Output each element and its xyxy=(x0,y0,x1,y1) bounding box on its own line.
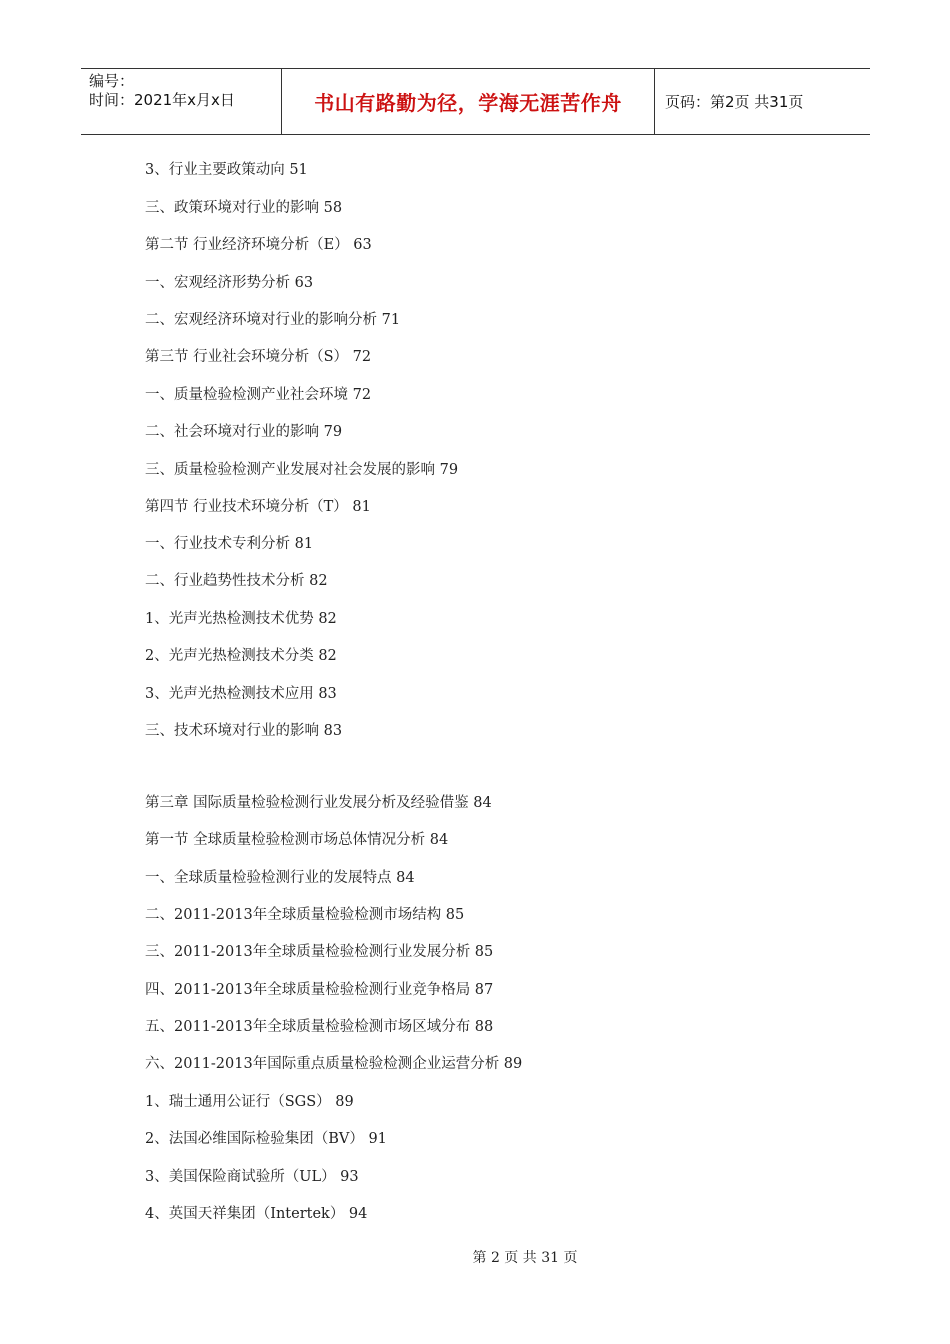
header-divider xyxy=(654,69,655,134)
toc-entry: 3、美国保险商试验所（UL） 93 xyxy=(145,1169,359,1185)
toc-entry: 3、光声光热检测技术应用 83 xyxy=(145,686,337,702)
toc-entry: 第四节 行业技术环境分析（T） 81 xyxy=(145,499,371,515)
toc-entry: 六、2011-2013年国际重点质量检验检测企业运营分析 89 xyxy=(145,1056,523,1072)
toc-entry: 1、瑞士通用公证行（SGS） 89 xyxy=(145,1094,354,1110)
toc-entry: 一、行业技术专利分析 81 xyxy=(145,536,314,552)
page-footer xyxy=(0,1247,950,1267)
toc-entry: 2、法国必维国际检验集团（BV） 91 xyxy=(145,1131,387,1147)
toc-entry: 3、行业主要政策动向 51 xyxy=(145,162,308,178)
toc-entry: 第一节 全球质量检验检测市场总体情况分析 84 xyxy=(145,832,449,848)
toc-entry: 四、2011-2013年全球质量检验检测行业竞争格局 87 xyxy=(145,982,494,998)
footer-page-number: 第 2 页 共 31 页 xyxy=(472,1250,578,1266)
toc-entry: 4、英国天祥集团（Intertek） 94 xyxy=(145,1206,368,1222)
time-label: 时间：2021年x月x日 xyxy=(89,91,235,109)
header-motto: 书山有路勤为径，学海无涯苦作舟 xyxy=(314,91,622,115)
header-meta xyxy=(89,72,279,110)
toc-entry: 二、宏观经济环境对行业的影响分析 71 xyxy=(145,312,401,328)
toc-entry: 三、质量检验检测产业发展对社会发展的影响 79 xyxy=(145,462,459,478)
page-header xyxy=(81,68,870,135)
toc-entry: 1、光声光热检测技术优势 82 xyxy=(145,611,337,627)
toc-entry: 五、2011-2013年全球质量检验检测市场区域分布 88 xyxy=(145,1019,494,1035)
toc-entry: 第三章 国际质量检验检测行业发展分析及经验借鉴 84 xyxy=(145,795,492,811)
toc-entry: 第二节 行业经济环境分析（E） 63 xyxy=(145,237,372,253)
toc-entry: 二、行业趋势性技术分析 82 xyxy=(145,573,328,589)
toc-entry: 三、2011-2013年全球质量检验检测行业发展分析 85 xyxy=(145,944,494,960)
toc-entry: 二、社会环境对行业的影响 79 xyxy=(145,424,343,440)
toc-entry: 三、政策环境对行业的影响 58 xyxy=(145,200,343,216)
toc-entry: 2、光声光热检测技术分类 82 xyxy=(145,648,337,664)
toc-entry: 二、2011-2013年全球质量检验检测市场结构 85 xyxy=(145,907,465,923)
number-label: 编号： xyxy=(89,72,135,90)
toc-entry: 三、技术环境对行业的影响 83 xyxy=(145,723,343,739)
toc-entry: 第三节 行业社会环境分析（S） 72 xyxy=(145,349,372,365)
toc-entry: 一、质量检验检测产业社会环境 72 xyxy=(145,387,372,403)
toc-entry: 一、宏观经济形势分析 63 xyxy=(145,275,314,291)
toc-entry: 一、全球质量检验检测行业的发展特点 84 xyxy=(145,870,415,886)
header-page-info: 页码：第2页 共31页 xyxy=(665,93,804,111)
